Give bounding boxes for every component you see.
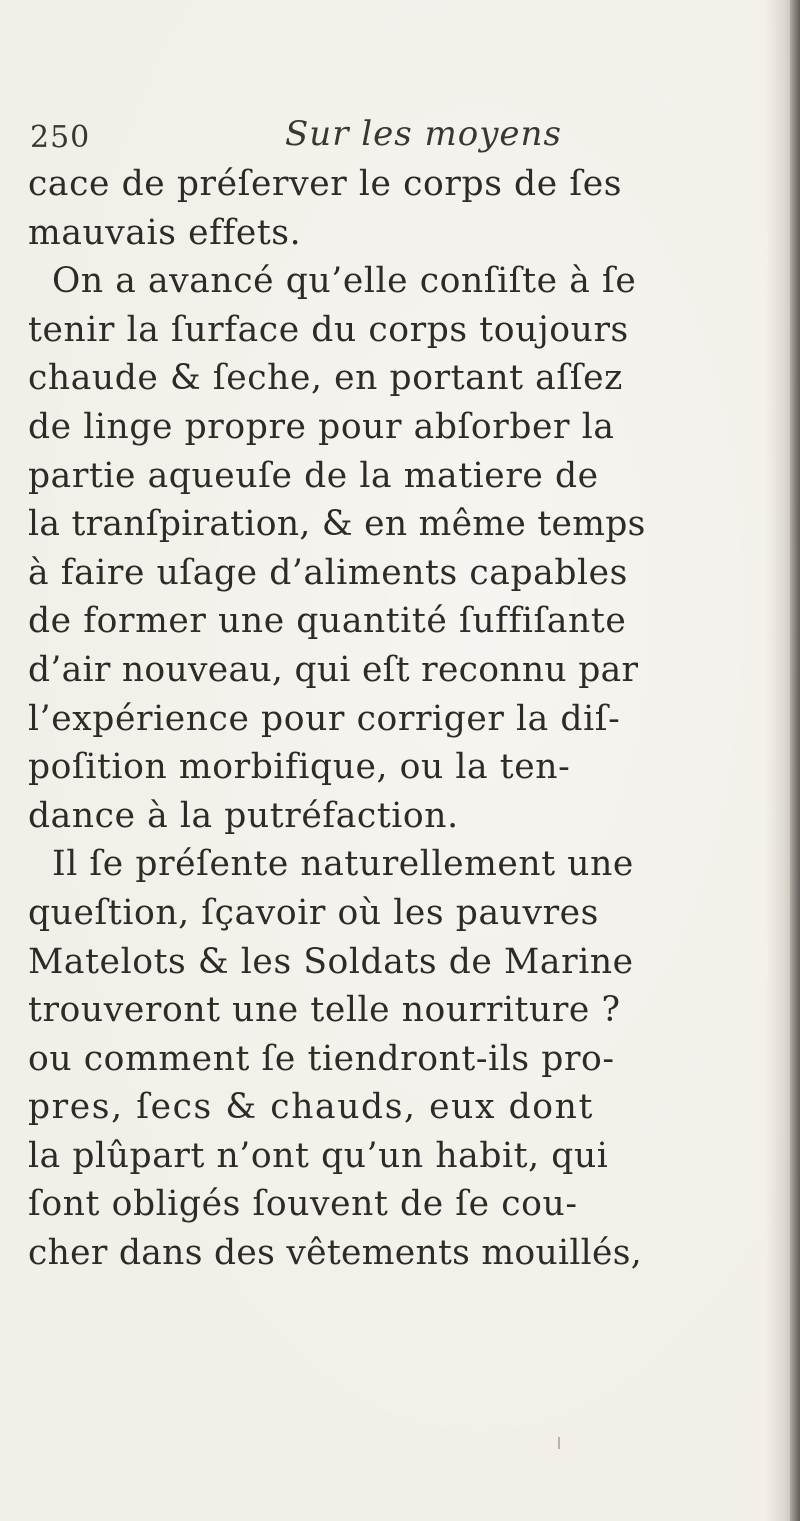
- text-line: la tranſpiration, & en même temps: [28, 504, 646, 545]
- text-line: partie aqueuſe de la matiere de: [28, 455, 599, 496]
- page-number: 250: [30, 120, 91, 155]
- running-title: Sur les moyens: [285, 114, 562, 154]
- text-line: de former une quantité ſuffiſante: [28, 601, 627, 642]
- text-line: poſition morbifique, ou la ten-: [28, 747, 571, 788]
- text-line: ſont obligés ſouvent de ſe cou-: [28, 1184, 578, 1225]
- page-edge: [790, 0, 800, 1521]
- paragraph-first-line: Il ſe préſente naturellement une: [52, 844, 634, 885]
- text-line: tenir la ſurface du corps toujours: [28, 309, 629, 350]
- text-line: cace de préſerver le corps de ſes: [28, 164, 623, 204]
- text-line: d’air nouveau, qui eſt reconnu par: [28, 649, 639, 690]
- body-text: [28, 160, 776, 1278]
- text-line: mauvais effets.: [28, 212, 302, 253]
- text-line: cher dans des vêtements mouillés,: [28, 1233, 643, 1274]
- running-head: [30, 112, 730, 162]
- text-line: ou comment ſe tiendront-ils pro-: [28, 1038, 615, 1079]
- text-line: à faire uſage d’aliments capables: [28, 552, 628, 593]
- text-line: Matelots & les Soldats de Marine: [28, 941, 634, 982]
- paragraph-first-line: On a avancé qu’elle conſiſte à ſe: [52, 261, 637, 302]
- text-line: queſtion, ſçavoir où les pauvres: [28, 892, 599, 933]
- text-line: l’expérience pour corriger la diſ-: [28, 698, 621, 739]
- text-line: trouveront une telle nourriture ?: [28, 990, 621, 1031]
- ink-speck: [558, 1437, 560, 1449]
- text-line: la plûpart n’ont qu’un habit, qui: [28, 1135, 609, 1176]
- text-line: chaude & ſeche, en portant aſſez: [28, 358, 623, 399]
- text-line: pres, ſecs & chauds, eux dont: [28, 1087, 594, 1128]
- text-line: de linge propre pour abſorber la: [28, 406, 615, 447]
- text-line: dance à la putréfaction.: [28, 795, 459, 836]
